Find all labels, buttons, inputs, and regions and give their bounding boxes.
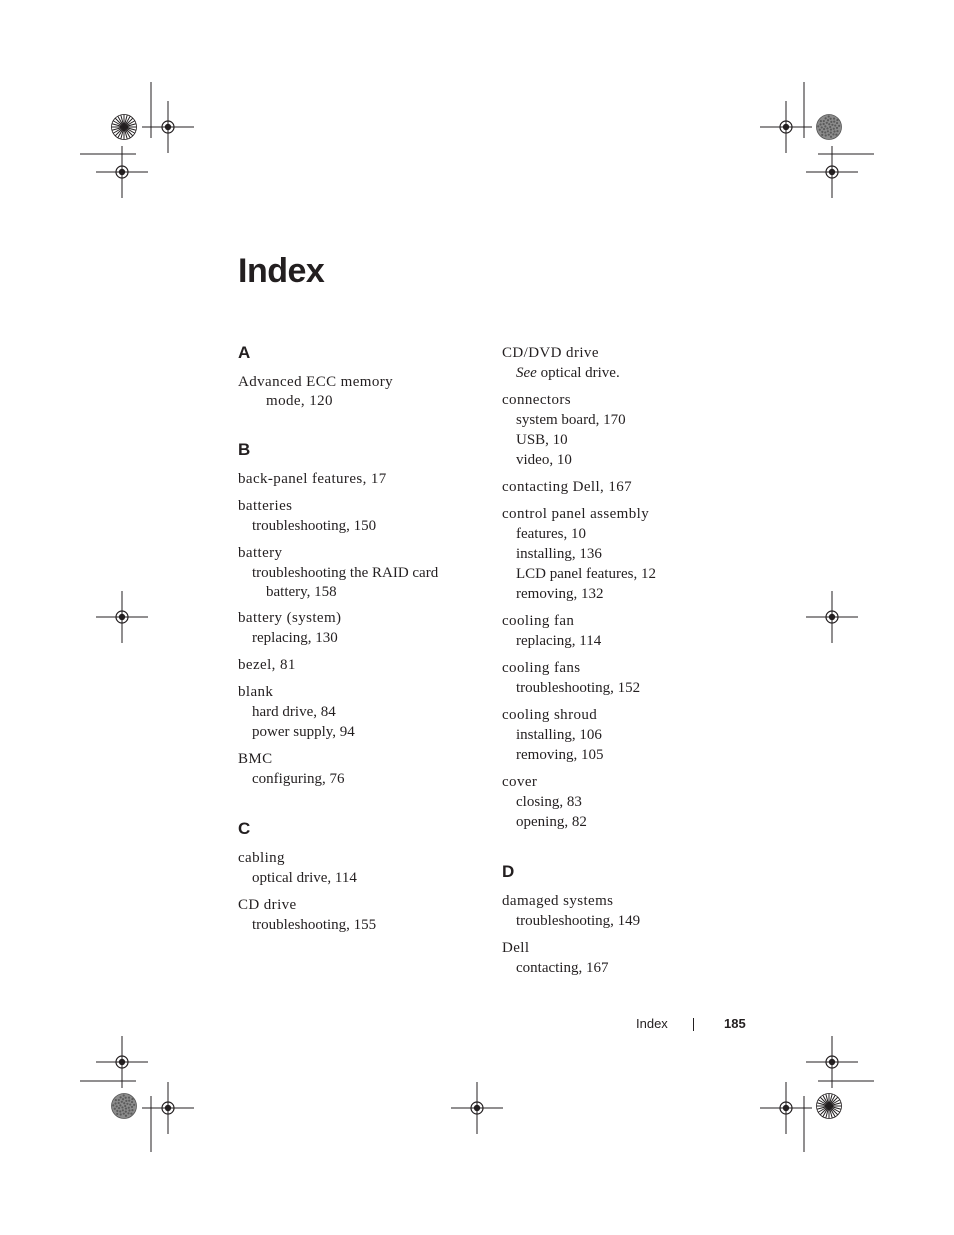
gray-target-texture	[830, 118, 832, 120]
gray-target-texture	[830, 121, 832, 123]
gray-target-texture	[116, 1110, 118, 1112]
gray-target-texture	[121, 1106, 123, 1108]
index-subentry	[502, 584, 752, 604]
index-subentry	[502, 911, 752, 931]
gray-target-texture	[121, 1101, 123, 1103]
gray-target-texture	[118, 1107, 120, 1109]
index-section	[238, 440, 488, 789]
gray-target-texture	[116, 1105, 118, 1107]
index-term: batteries	[238, 498, 293, 514]
gray-target-texture	[824, 131, 826, 133]
subentry-text: replacing, 114	[516, 633, 602, 649]
index-subentry	[238, 628, 488, 648]
section-letter: B	[238, 440, 251, 459]
gray-target-texture	[821, 131, 823, 133]
gray-target-texture	[825, 134, 827, 136]
subentry-text: installing, 106	[516, 727, 602, 743]
index-entry	[502, 611, 752, 651]
index-term: CD/DVD drive	[502, 345, 599, 361]
gray-target-texture	[828, 134, 830, 136]
index-entry	[238, 608, 488, 648]
subentry-text: troubleshooting, 149	[516, 913, 641, 929]
gray-target-texture	[836, 130, 838, 132]
gray-target-texture	[120, 1113, 122, 1115]
gray-target-texture	[119, 1110, 121, 1112]
gray-target-texture	[122, 1098, 124, 1100]
gray-target-texture	[830, 128, 832, 130]
subentry-text: troubleshooting the RAID card	[252, 565, 439, 581]
gray-target-texture	[836, 127, 838, 129]
gray-target-texture	[125, 1107, 127, 1109]
index-term: blank	[238, 684, 274, 700]
section-letter: A	[238, 343, 251, 362]
index-subentry	[502, 631, 752, 651]
index-entry	[502, 390, 752, 470]
gray-target-texture	[833, 118, 835, 120]
index-subentry	[238, 702, 488, 722]
gray-target-texture	[833, 130, 835, 132]
gray-target-texture	[119, 1104, 121, 1106]
index-subentry	[238, 516, 488, 536]
gray-target-texture	[823, 128, 825, 130]
index-entry	[502, 477, 752, 497]
gray-target-texture	[120, 1096, 122, 1098]
index-entry	[238, 543, 488, 601]
gray-target-texture	[128, 1100, 130, 1102]
index-entry	[238, 496, 488, 536]
gray-target-texture	[127, 1112, 129, 1114]
see-reference: See	[516, 365, 537, 381]
index-entry	[238, 848, 488, 888]
subentry-text: optical drive, 114	[252, 870, 357, 886]
subentry-text: troubleshooting, 155	[252, 917, 377, 933]
gray-target-texture	[125, 1115, 127, 1117]
index-term: Advanced ECC memory	[238, 374, 394, 390]
gray-target-texture	[125, 1100, 127, 1102]
gray-target-texture	[125, 1097, 127, 1099]
subentry-text: features, 10	[516, 526, 586, 542]
gray-target-texture	[821, 134, 823, 136]
gray-target-texture	[833, 121, 835, 123]
gray-target-texture	[128, 1107, 130, 1109]
gray-target-texture	[831, 124, 833, 126]
index-subentry	[238, 722, 488, 742]
footer-separator	[693, 1018, 694, 1031]
index-column-right	[502, 343, 752, 1008]
index-section	[238, 819, 488, 935]
section-letter: C	[238, 819, 251, 838]
index-term: cooling shroud	[502, 707, 598, 723]
subentry-text: system board, 170	[516, 412, 626, 428]
subentry-continued: battery, 158	[266, 584, 337, 600]
gray-target-texture	[830, 136, 832, 138]
index-entry	[502, 504, 752, 604]
index-term: cooling fan	[502, 613, 575, 629]
index-term-continued: mode, 120	[266, 393, 333, 409]
gray-target-texture	[131, 1101, 133, 1103]
index-term: CD drive	[238, 897, 297, 913]
gray-target-texture	[824, 125, 826, 127]
subentry-text: power supply, 94	[252, 724, 355, 740]
gray-target-texture	[125, 1111, 127, 1113]
gray-target-texture	[129, 1103, 131, 1105]
gray-target-texture	[114, 1108, 116, 1110]
subentry-text: optical drive.	[536, 365, 620, 381]
gray-target-texture	[131, 1106, 133, 1108]
gray-target-texture	[118, 1102, 120, 1104]
index-term: bezel, 81	[238, 657, 296, 673]
index-subentry	[502, 363, 752, 383]
gray-target-texture	[128, 1097, 130, 1099]
index-subentry	[502, 792, 752, 812]
gray-target-texture	[825, 117, 827, 119]
page-title: Index	[238, 252, 325, 290]
index-entry	[502, 938, 752, 978]
gray-target-texture	[827, 130, 829, 132]
subentry-text: removing, 105	[516, 747, 604, 763]
index-term: cooling fans	[502, 660, 581, 676]
index-term: damaged systems	[502, 893, 614, 909]
index-term: battery	[238, 545, 283, 561]
gray-target-texture	[115, 1099, 117, 1101]
index-subentry	[502, 544, 752, 564]
subentry-text: troubleshooting, 152	[516, 680, 641, 696]
index-entry	[238, 655, 488, 675]
gray-target-texture	[821, 126, 823, 128]
gray-target-texture	[826, 127, 828, 129]
gray-target-texture	[826, 122, 828, 124]
gray-target-texture	[828, 123, 830, 125]
gray-target-texture	[131, 1109, 133, 1111]
index-entry	[238, 682, 488, 742]
index-subentry	[238, 868, 488, 888]
gray-target-texture	[116, 1113, 118, 1115]
index-term: contacting Dell, 167	[502, 479, 633, 495]
gray-target-texture	[112, 1104, 114, 1106]
subentry-text: configuring, 76	[252, 771, 345, 787]
gray-target-texture	[133, 1104, 135, 1106]
gray-target-texture	[131, 1098, 133, 1100]
subentry-text: troubleshooting, 150	[252, 518, 377, 534]
gray-target-texture	[123, 1113, 125, 1115]
section-letter: D	[502, 862, 515, 881]
index-subentry	[238, 563, 488, 583]
gray-target-texture	[817, 125, 819, 127]
gray-target-texture	[833, 128, 835, 130]
index-subentry	[502, 430, 752, 450]
index-subentry	[502, 725, 752, 745]
gray-target-texture	[829, 126, 831, 128]
index-entry	[238, 469, 488, 489]
footer-label: Index	[636, 1016, 668, 1031]
gray-target-texture	[838, 125, 840, 127]
gray-target-texture	[828, 115, 830, 117]
index-term: connectors	[502, 392, 571, 408]
page-number: 185	[724, 1016, 746, 1031]
gray-target-texture	[823, 123, 825, 125]
index-entry	[502, 343, 752, 383]
gray-target-texture	[827, 119, 829, 121]
subentry-text: contacting, 167	[516, 960, 609, 976]
index-section	[502, 343, 752, 832]
gray-target-texture	[819, 129, 821, 131]
index-section	[238, 343, 488, 410]
gray-target-texture	[836, 119, 838, 121]
index-term: cover	[502, 774, 538, 790]
gray-target-texture	[819, 123, 821, 125]
index-term: cabling	[238, 850, 285, 866]
gray-target-texture	[126, 1103, 128, 1105]
gray-target-texture	[820, 120, 822, 122]
subentry-text: video, 10	[516, 452, 572, 468]
index-entry	[502, 891, 752, 931]
index-subentry	[502, 678, 752, 698]
subentry-text: removing, 132	[516, 586, 604, 602]
index-subentry	[502, 812, 752, 832]
index-subentry	[502, 450, 752, 470]
gray-target-texture	[823, 120, 825, 122]
gray-target-texture	[830, 132, 832, 134]
index-term: BMC	[238, 751, 273, 767]
subentry-text: opening, 82	[516, 814, 587, 830]
index-entry	[502, 705, 752, 765]
index-subentry	[502, 745, 752, 765]
index-subentry	[502, 958, 752, 978]
gray-target-texture	[836, 122, 838, 124]
gray-target-texture	[124, 1105, 126, 1107]
gray-target-texture	[835, 134, 837, 136]
subentry-text: USB, 10	[516, 432, 568, 448]
gray-target-texture	[114, 1102, 116, 1104]
index-column-left	[238, 343, 488, 965]
index-term: control panel assembly	[502, 506, 650, 522]
gray-target-texture	[123, 1102, 125, 1104]
index-entry	[238, 372, 488, 410]
index-section	[502, 862, 752, 978]
subentry-text: replacing, 130	[252, 630, 338, 646]
index-entry	[238, 749, 488, 789]
index-subentry	[502, 564, 752, 584]
index-entry	[238, 895, 488, 935]
index-entry	[502, 658, 752, 698]
index-term: battery (system)	[238, 610, 342, 626]
subentry-text: LCD panel features, 12	[516, 566, 656, 582]
gray-target-texture	[118, 1099, 120, 1101]
gray-target-texture	[128, 1109, 130, 1111]
gray-target-texture	[122, 1109, 124, 1111]
subentry-text: closing, 83	[516, 794, 582, 810]
index-entry	[502, 772, 752, 832]
gray-target-texture	[834, 124, 836, 126]
index-subentry	[238, 915, 488, 935]
subentry-text: hard drive, 84	[252, 704, 336, 720]
gray-target-texture	[123, 1094, 125, 1096]
index-term: back-panel features, 17	[238, 471, 387, 487]
index-subentry	[502, 524, 752, 544]
gray-target-texture	[130, 1113, 132, 1115]
gray-target-texture	[832, 133, 834, 135]
index-subentry	[238, 769, 488, 789]
index-subentry	[502, 410, 752, 430]
index-term: Dell	[502, 940, 530, 956]
subentry-text: installing, 136	[516, 546, 602, 562]
